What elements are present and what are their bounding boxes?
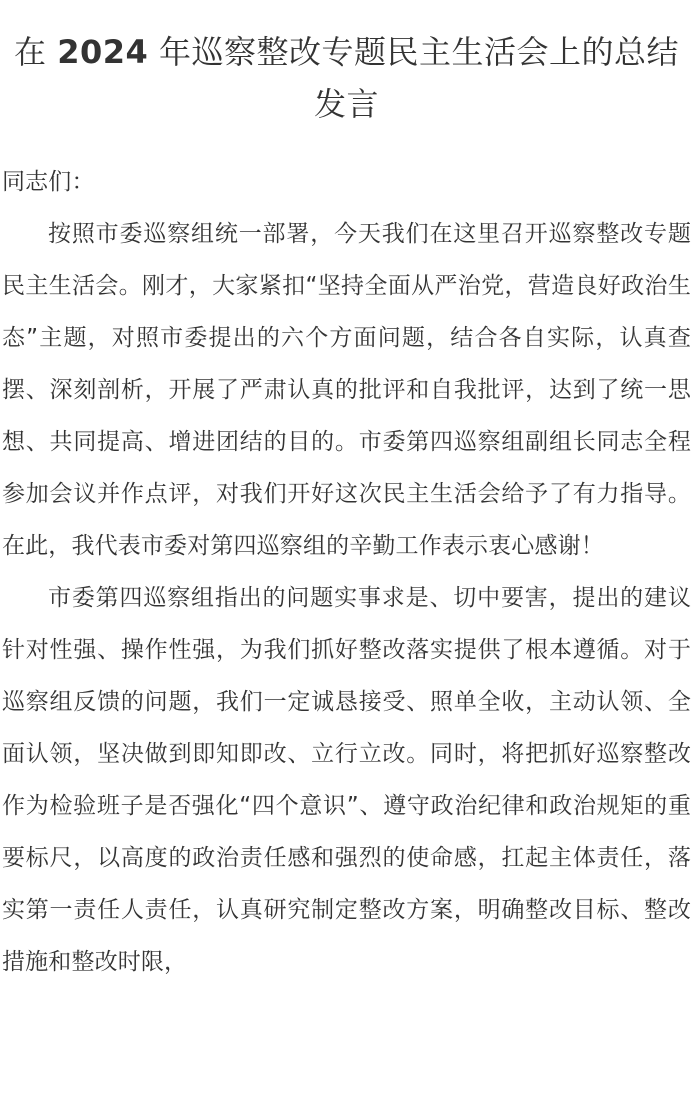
page-title <box>0 0 693 130</box>
paragraph-1: 按照市委巡察组统一部署，今天我们在这里召开巡察整改专题民主生活会。刚才，大家紧扣“坚持全面从严治党，营造良好政治生态”主题，对照市委提出的六个方面问题，结合各自实际，认真查摆、深刻剖析，开展了严肃认真的批评和自我批评，达到了统一思想、共同提高、增进团结的目的。市委第四巡察组副组长同志全程参加会议并作点评，对我们开好这次民主生活会给予了有力指导。在此，我代表市委对第四巡察组的辛勤工作表示衷心感谢！ <box>2 221 691 559</box>
paragraph-2: 市委第四巡察组指出的问题实事求是、切中要害，提出的建议针对性强、操作性强，为我们抓好整改落实提供了根本遵循。对于巡察组反馈的问题，我们一定诚恳接受、照单全收，主动认领、全面认领，坚决做到即知即改、立行立改。同时，将把抓好巡察整改作为检验班子是否强化“四个意识”、遵守政治纪律和政治规矩的重要标尺，以高度的政治责任感和强烈的使命感，扛起主体责任，落实第一责任人责任，认真研究制定整改方案，明确整改目标、整改措施和整改时限， <box>2 585 691 975</box>
document-body <box>0 156 693 988</box>
title-prefix: 在 <box>14 33 47 71</box>
title-suffix: 年巡察整改专题民主生活会上的总结发言 <box>158 33 679 123</box>
title-year: 2024 <box>57 33 149 71</box>
salutation: 同志们： <box>2 169 95 195</box>
